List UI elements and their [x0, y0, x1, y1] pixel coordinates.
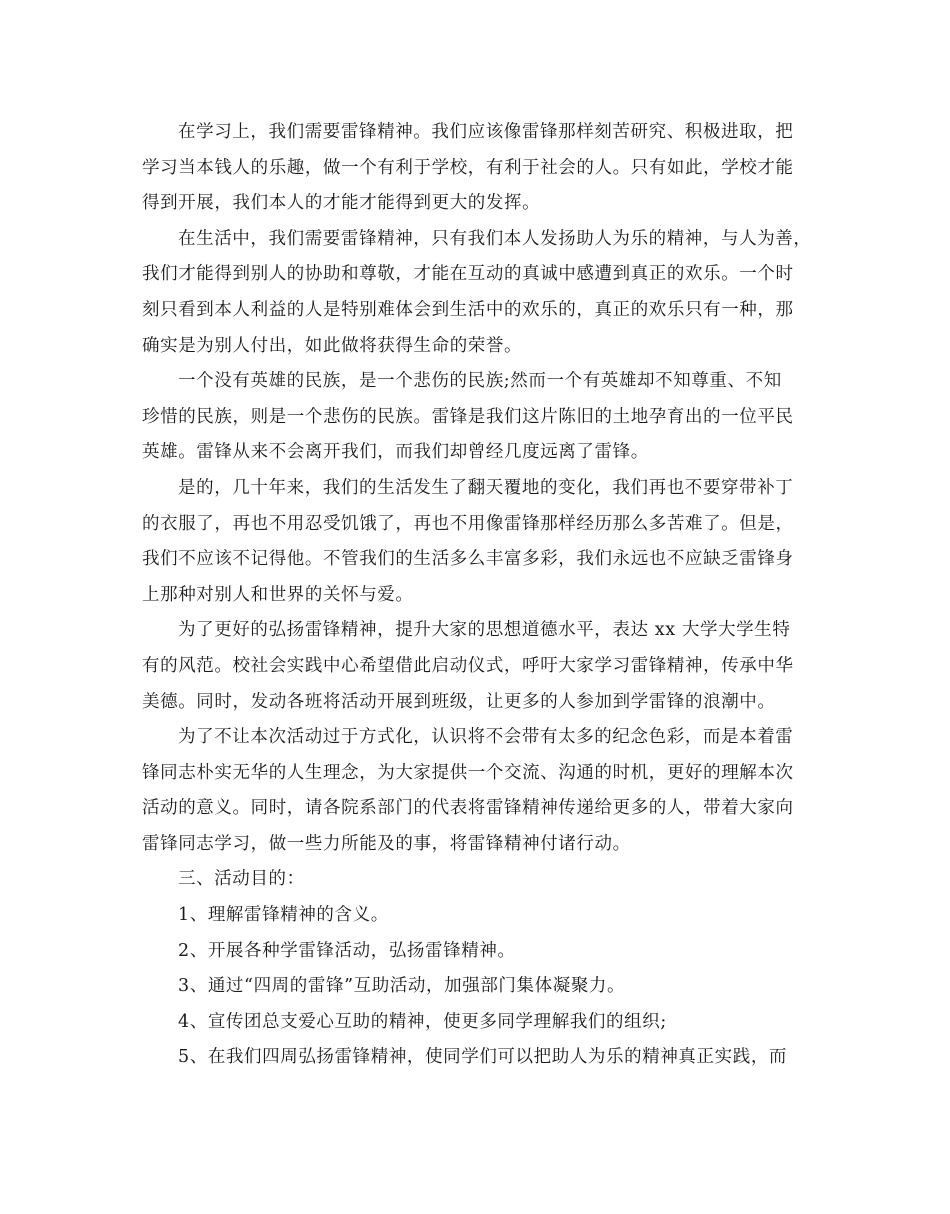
- paragraph-formality: [142, 720, 814, 862]
- text-line: 有的风范。校社会实践中心希望借此启动仪式，呼吁大家学习雷锋精神，传承中华: [142, 655, 794, 676]
- text-line: 上那种对别人和世界的关怀与爱。: [142, 584, 414, 605]
- list-item: [142, 1040, 814, 1076]
- text-line: 3、通过“四周的雷锋”互助活动，加强部门集体凝聚力。: [178, 976, 626, 997]
- text-line: 的衣服了，再也不用忍受饥饿了，再也不用像雷锋那样经历那么多苦难了。但是，: [142, 513, 794, 534]
- text-line: 得到开展，我们本人的才能才能得到更大的发挥。: [142, 193, 541, 214]
- text-line: 是的，几十年来，我们的生活发生了翻天覆地的变化，我们再也不要穿带补丁: [178, 477, 794, 498]
- section-heading-goals: [142, 862, 814, 898]
- text-line: 为了不让本次活动过于方式化，认识将不会带有太多的纪念色彩，而是本着雷: [178, 727, 794, 748]
- paragraph-promote: [142, 613, 814, 720]
- list-item: [142, 898, 814, 934]
- text-line: 锋同志朴实无华的人生理念，为大家提供一个交流、沟通的时机，更好的理解本次: [142, 762, 794, 783]
- text-line: 学习当本钱人的乐趣，做一个有利于学校，有利于社会的人。只有如此，学校才能: [142, 157, 794, 178]
- list-item: [142, 1005, 814, 1041]
- text-line: 珍惜的民族，则是一个悲伤的民族。雷锋是我们这片陈旧的土地孕育出的一位平民: [142, 406, 794, 427]
- list-item: [142, 969, 814, 1005]
- paragraph-hero: [142, 364, 814, 471]
- text-line: 美德。同时，发动各班将活动开展到班级，让更多的人参加到学雷锋的浪潮中。: [142, 691, 776, 712]
- document-body: [142, 115, 814, 1076]
- text-line: 三、活动目的：: [178, 869, 305, 890]
- text-line: 一个没有英雄的民族，是一个悲伤的民族;然而一个有英雄却不知尊重、不知: [178, 371, 782, 392]
- text-line: 5、在我们四周弘扬雷锋精神，使同学们可以把助人为乐的精神真正实践，而: [178, 1047, 788, 1068]
- list-item: [142, 934, 814, 970]
- text-line: 雷锋同志学习，做一些力所能及的事，将雷锋精神付诸行动。: [142, 833, 631, 854]
- text-line: 我们不应该不记得他。不管我们的生活多么丰富多彩，我们永远也不应缺乏雷锋身: [142, 549, 794, 570]
- text-line: 2、开展各种学雷锋活动，弘扬雷锋精神。: [178, 940, 516, 961]
- text-line: 1、理解雷锋精神的含义。: [178, 905, 389, 926]
- paragraph-study: [142, 115, 814, 222]
- text-line: 4、宣传团总支爱心互助的精神，使更多同学理解我们的组织;: [178, 1011, 667, 1032]
- text-line: 确实是为别人付出，如此做将获得生命的荣誉。: [142, 335, 523, 356]
- paragraph-life: [142, 222, 814, 364]
- text-line: 在学习上，我们需要雷锋精神。我们应该像雷锋那样刻苦研究、积极进取，把: [178, 122, 794, 142]
- text-line: 为了更好的弘扬雷锋精神，提升大家的思想道德水平，表达 xx 大学大学生特: [178, 620, 791, 641]
- text-line: 活动的意义。同时，请各院系部门的代表将雷锋精神传递给更多的人，带着大家向: [142, 798, 794, 819]
- text-line: 在生活中，我们需要雷锋精神，只有我们本人发扬助人为乐的精神，与人为善，: [178, 228, 812, 249]
- text-line: 刻只看到本人利益的人是特别难体会到生活中的欢乐的，真正的欢乐只有一种，那: [142, 299, 794, 320]
- text-line: 我们才能得到别人的协助和尊敬，才能在互动的真诚中感遭到真正的欢乐。一个时: [142, 264, 794, 285]
- paragraph-decades: [142, 471, 814, 613]
- text-line: 英雄。雷锋从来不会离开我们，而我们却曾经几度远离了雷锋。: [142, 442, 649, 463]
